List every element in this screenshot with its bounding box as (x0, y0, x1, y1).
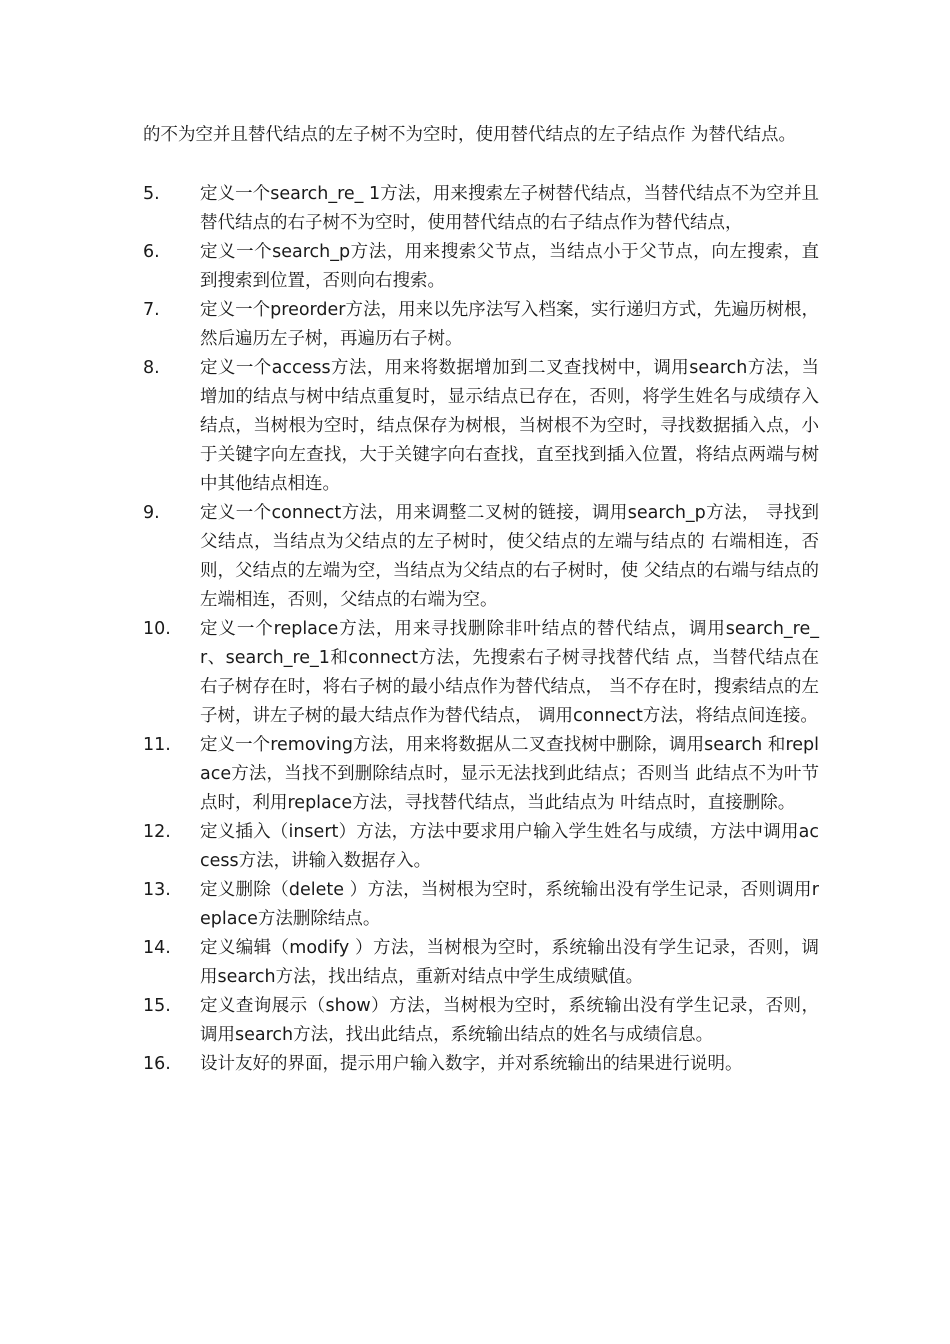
list-item-number: 14. (143, 938, 171, 958)
list-item (143, 992, 819, 1050)
list-item-number: 6. (143, 242, 160, 262)
list-item-text: 定义编辑（modify ）方法，当树根为空时，系统输出没有学生记录，否则，调用search方法，找出结点，重新对结点中学生成绩赋值。 (200, 938, 819, 987)
list-item-text: 定义一个search_p方法，用来搜索父节点，当结点小于父节点，向左搜索，直到搜索到位置，否则向右搜索。 (200, 242, 819, 291)
list-item-text: 定义一个preorder方法，用来以先序法写入档案，实行递归方式，先遍历树根，然后遍历左子树，再遍历右子树。 (200, 300, 819, 349)
list-item-number: 13. (143, 880, 171, 900)
list-item-text: 定义一个search_re_ 1方法，用来搜索左子树替代结点，当替代结点不为空并且替代结点的右子树不为空时，使用替代结点的右子结点作为替代结点， (200, 184, 819, 233)
list-item-number: 11. (143, 735, 171, 755)
list-item-number: 8. (143, 358, 160, 378)
list-item-number: 5. (143, 184, 160, 204)
list-item-text: 定义一个removing方法，用来将数据从二叉查找树中删除，调用search 和replace方法，当找不到删除结点时，显示无法找到此结点；否则当 此结点不为叶节点时，利用replace方法，寻找替代结点，当此结点为 叶结点时，直接删除。 (200, 735, 819, 813)
numbered-list (143, 180, 819, 1079)
list-item (143, 499, 819, 615)
list-item (143, 354, 819, 499)
list-item-number: 7. (143, 300, 160, 320)
list-item (143, 238, 819, 296)
list-item-number: 15. (143, 996, 171, 1016)
list-item (143, 934, 819, 992)
list-item (143, 818, 819, 876)
list-item (143, 615, 819, 731)
list-item-text: 定义删除（delete ）方法，当树根为空时，系统输出没有学生记录，否则调用replace方法删除结点。 (200, 880, 819, 929)
list-item (143, 296, 819, 354)
list-item (143, 180, 819, 238)
list-item-number: 9. (143, 503, 160, 523)
intro-paragraph: 的不为空并且替代结点的左子树不为空时，使用替代结点的左子结点作 为替代结点。 (143, 125, 797, 145)
list-item-number: 12. (143, 822, 171, 842)
list-item-text: 定义一个connect方法，用来调整二叉树的链接，调用search_p方法， 寻找到父结点，当结点为父结点的左子树时，使父结点的左端与结点的 右端相连，否则，父结点的左端为空，当结点为父结点的右子树时，使 父结点的右端与结点的左端相连，否则，父结点的右端为空。 (200, 503, 819, 610)
list-item-number: 16. (143, 1054, 171, 1074)
list-item-text: 设计友好的界面，提示用户输入数字，并对系统输出的结果进行说明。 (200, 1054, 743, 1074)
list-item-text: 定义一个replace方法，用来寻找删除非叶结点的替代结点，调用search_re_r、search_re_1和connect方法，先搜索右子树寻找替代结 点，当替代结点在右子树存在时，将右子树的最小结点作为替代结点， 当不存在时，搜索结点的左子树，讲左子树的最大结点作为替代结点， 调用connect方法，将结点间连接。 (200, 619, 819, 726)
list-item (143, 1050, 819, 1079)
list-item-number: 10. (143, 619, 171, 639)
list-item-text: 定义查询展示（show）方法，当树根为空时，系统输出没有学生记录，否则，调用search方法，找出此结点，系统输出结点的姓名与成绩信息。 (200, 996, 819, 1045)
list-item (143, 876, 819, 934)
list-item-text: 定义一个access方法，用来将数据增加到二叉查找树中，调用search方法，当增加的结点与树中结点重复时，显示结点已存在，否则，将学生姓名与成绩存入结点，当树根为空时，结点保存为树根，当树根不为空时，寻找数据插入点，小于关键字向左查找，大于关键字向右查找，直至找到插入位置，将结点两端与树中其他结点相连。 (200, 358, 819, 494)
list-item-text: 定义插入（insert）方法，方法中要求用户输入学生姓名与成绩，方法中调用access方法，讲输入数据存入。 (200, 822, 819, 871)
list-item (143, 731, 819, 818)
